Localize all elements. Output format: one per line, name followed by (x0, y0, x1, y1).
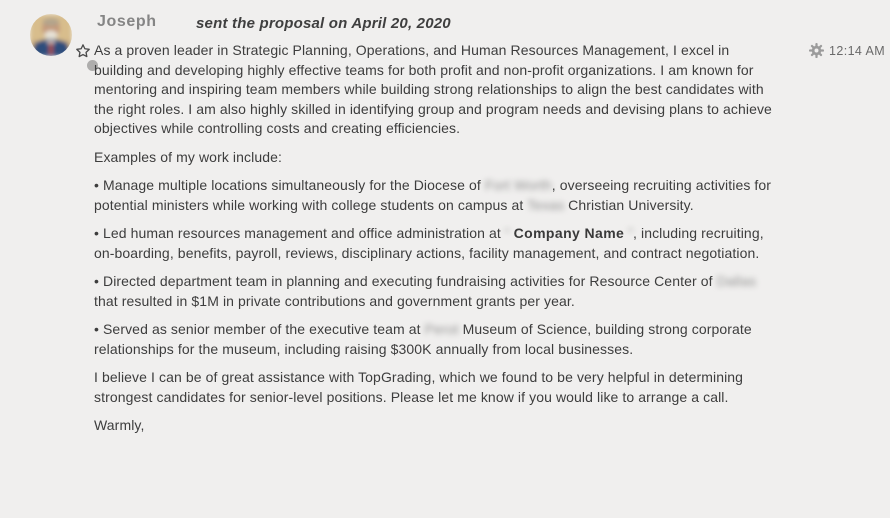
text-segment: , including recruiting, on-boarding, benefits, payroll, reviews, disciplinary actions, facility management, and contract negotiation. (94, 225, 764, 261)
redacted-text: Texas (527, 196, 565, 213)
text-segment: • Led human resources management and office administration at (94, 225, 505, 241)
company-name-placeholder: Company Name (513, 225, 625, 241)
text-segment: • Served as senior member of the executive team at (94, 321, 425, 337)
text-segment: As a proven leader in Strategic Planning, Operations, and Human Resources Management, I excel in building and developing highly effective teams for both profit and non-profit organizations. I am known for mentoring and inspiring team members while building strong relationships to align the best candidates with the right roles. I am also highly skilled in identifying group and program needs and devising plans to achieve objectives while controlling costs and creating efficiencies. (94, 42, 772, 136)
proposal-action-text: sent the proposal on April 20, 2020 (196, 15, 451, 32)
redacted-text: “ (504, 225, 514, 241)
text-segment: Warmly, (94, 417, 145, 433)
message-timestamp: 12:14 AM (829, 43, 886, 58)
message-paragraph (94, 224, 782, 263)
message-meta (809, 43, 885, 58)
message-paragraph (94, 416, 782, 436)
redacted-text: Dallas (716, 273, 757, 289)
text-segment: • Manage multiple locations simultaneously for the Diocese of (94, 177, 485, 193)
text-segment: , overseeing recruiting activities for potential ministers while working with college students on campus at (94, 177, 772, 213)
message-paragraph (94, 320, 782, 359)
text-segment: Christian University. (564, 196, 694, 213)
star-outline-icon (75, 43, 91, 59)
text-segment: • Directed department team in planning and executing fundraising activities for Resource Center of (94, 273, 717, 289)
redacted-text: Perot (424, 321, 459, 337)
text-segment: Museum of Science, building strong corporate relationships for the museum, including raising $300K annually from local businesses. (94, 321, 752, 357)
message-paragraph (94, 368, 782, 407)
favorite-star-button[interactable] (75, 43, 91, 59)
text-segment: Examples of my work include: (94, 148, 282, 165)
settings-button[interactable] (809, 43, 824, 58)
message-paragraph (94, 272, 782, 311)
text-segment: that resulted in $1M in private contributions and government grants per year. (94, 292, 575, 309)
gear-icon (809, 43, 824, 58)
redacted-text: Fort Worth (484, 177, 552, 193)
message-body (94, 41, 782, 436)
profile-photo-image (30, 14, 72, 56)
message-paragraph (94, 148, 782, 168)
sender-name[interactable]: Joseph (97, 13, 157, 30)
avatar[interactable] (30, 14, 72, 56)
redacted-text: ” (624, 225, 633, 241)
message-paragraph (94, 41, 782, 139)
message-paragraph (94, 176, 782, 215)
text-segment: I believe I can be of great assistance with TopGrading, which we found to be very helpful in determining strongest candidates for senior-level positions. Please let me know if you would like to arrange a call. (94, 369, 744, 405)
